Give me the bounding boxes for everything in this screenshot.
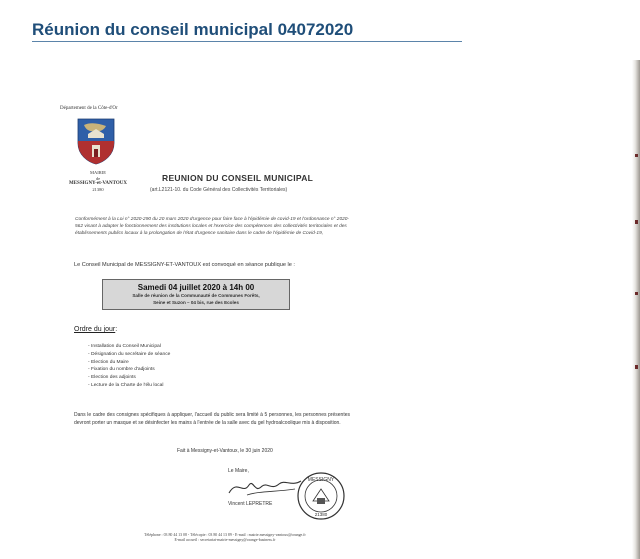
- page-title: Réunion du conseil municipal 04072020: [32, 20, 354, 39]
- list-item: - Désignation du secrétaire de séance: [88, 351, 171, 357]
- scanned-document: [60, 100, 610, 550]
- convocation-line: Le Conseil Municipal de MESSIGNY-ET-VANTOUX est convoqué en séance publique le :: [74, 262, 295, 268]
- list-item: - Lecture de la Charte de l'élu local: [88, 382, 164, 388]
- mairie-de: de: [95, 175, 101, 181]
- done-at-line: Fait à Messigny-et-Vantoux, le 30 juin 2020: [177, 448, 273, 454]
- document-footer: [100, 533, 350, 543]
- town-crest-icon: [76, 117, 116, 165]
- town-name: MESSIGNY-et-VANTOUX: [69, 181, 127, 186]
- signatory-title: Le Maire,: [228, 468, 249, 474]
- agenda-title-text: Ordre du jour: [74, 326, 116, 333]
- document-heading: REUNION DU CONSEIL MUNICIPAL: [162, 173, 314, 183]
- edge-mark: [635, 292, 638, 295]
- title-divider: [32, 41, 462, 42]
- edge-mark: [635, 154, 638, 157]
- mairie-label: MAIRIE: [90, 170, 106, 175]
- footer-email-line: E-mail accueil : secretariat-mairie-messigny@orange-business.fr: [174, 538, 276, 542]
- document-subheading: (art.L2121-10. du Code Général des Collectivités Territoriales): [150, 187, 288, 193]
- agenda-title: [74, 326, 117, 333]
- list-item: - Installation du Conseil Municipal: [88, 344, 161, 349]
- mairie-block: [60, 170, 136, 192]
- list-item: - Fixation du nombre d'adjoints: [88, 367, 155, 373]
- meeting-date-box: [102, 279, 290, 310]
- list-item: - Election du Maire: [88, 359, 129, 365]
- agenda-title-colon: :: [115, 326, 118, 333]
- town-seal: [296, 471, 346, 521]
- edge-mark: [635, 220, 638, 224]
- edge-mark: [635, 365, 638, 369]
- agenda-list: [88, 343, 170, 390]
- footer-contact-line: Téléphone : 03 80 44 13 08 - Télécopie : 03 80 44 13 89 - E-mail : mairie.messigny-vantoux@orange.fr: [144, 533, 306, 537]
- instructions-paragraph: Dans le cadre des consignes spécifiques à appliquer, l'accueil du public sera limité à 5 personnes, les personnes présentes devront porter un masque et se désinfecter les mains à l'entrée de la salle avec du gel hydroalcoolique mis à disposition.: [74, 412, 350, 426]
- right-edge-strip: [632, 60, 640, 559]
- signature-icon: [225, 475, 305, 499]
- seal-top-text: MESSIGNY: [307, 477, 335, 483]
- meeting-place-line-2: Seine et Suzon – 04 bis, rue des Ecoles: [153, 300, 239, 305]
- seal-bottom-text: 21380: [314, 512, 328, 517]
- meeting-place-line-1: Salle de réunion de la Communauté de Communes Forêts,: [132, 293, 260, 298]
- list-item: - Election des adjoints: [88, 375, 136, 381]
- meeting-date: Samedi 04 juillet 2020 à 14h 00: [137, 283, 255, 292]
- postcode: 21380: [92, 186, 104, 192]
- signatory-name: Vincent LEPRETRE: [228, 501, 273, 507]
- department-label: Département de la Côte-d'Or: [60, 106, 118, 111]
- legal-paragraph: Conformément à la Loi n° 2020-290 du 20 mars 2020 d'urgence pour faire face à l'épidémie de covid-19 et l'ordonnance n° 2020-562 visant à adapter le fonctionnement des institutions locales et l'exercice des compétences des collectivités territoriales et des établissements publics locaux à la prolongation de l'état d'urgence sanitaire dans le cadre de l'épidémie de Covid-19,: [75, 217, 350, 236]
